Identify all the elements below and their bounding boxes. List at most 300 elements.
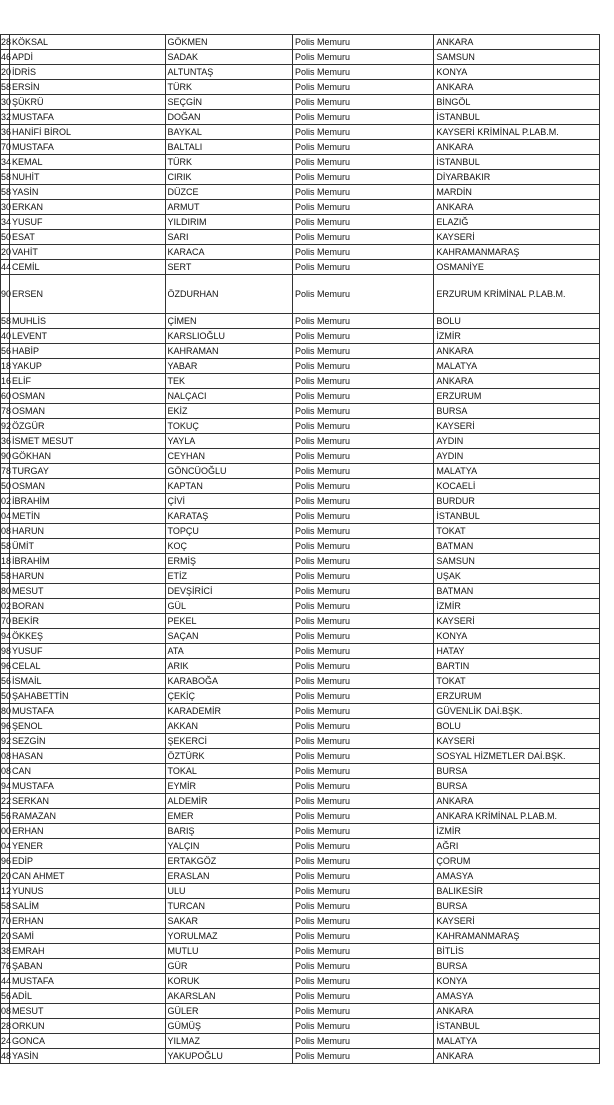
last-name-cell: KOÇ <box>165 539 292 554</box>
table-row <box>1 719 600 734</box>
table-row <box>1 344 600 359</box>
title-cell: Polis Memuru <box>292 65 433 80</box>
row-number-cell: 44 <box>1 260 10 275</box>
row-number-cell: 02 <box>1 494 10 509</box>
last-name-cell: GÜLER <box>165 1004 292 1019</box>
city-cell: BURSA <box>434 899 600 914</box>
table-row <box>1 140 600 155</box>
table-row <box>1 374 600 389</box>
table-row <box>1 704 600 719</box>
city-cell: ANKARA <box>434 344 600 359</box>
city-cell: BURSA <box>434 779 600 794</box>
title-cell: Polis Memuru <box>292 155 433 170</box>
city-cell: BOLU <box>434 719 600 734</box>
first-name-cell: ÜMİT <box>10 539 166 554</box>
title-cell: Polis Memuru <box>292 584 433 599</box>
title-cell: Polis Memuru <box>292 779 433 794</box>
first-name-cell: YASİN <box>10 1049 166 1064</box>
city-cell: MALATYA <box>434 359 600 374</box>
last-name-cell: PEKEL <box>165 614 292 629</box>
last-name-cell: YAYLA <box>165 434 292 449</box>
last-name-cell: ÇİMEN <box>165 314 292 329</box>
last-name-cell: KARSLIOĞLU <box>165 329 292 344</box>
city-cell: ELAZIĞ <box>434 215 600 230</box>
row-number-cell: 90 <box>1 449 10 464</box>
last-name-cell: EMER <box>165 809 292 824</box>
table-row <box>1 1004 600 1019</box>
table-row <box>1 509 600 524</box>
table-row <box>1 185 600 200</box>
first-name-cell: ERKAN <box>10 200 166 215</box>
table-row <box>1 155 600 170</box>
city-cell: KAYSERİ <box>434 230 600 245</box>
title-cell: Polis Memuru <box>292 260 433 275</box>
city-cell: İZMİR <box>434 824 600 839</box>
last-name-cell: ERASLAN <box>165 869 292 884</box>
row-number-cell: 20 <box>1 929 10 944</box>
table-row <box>1 260 600 275</box>
title-cell: Polis Memuru <box>292 1004 433 1019</box>
last-name-cell: ARIK <box>165 659 292 674</box>
first-name-cell: SAMİ <box>10 929 166 944</box>
city-cell: BATMAN <box>434 539 600 554</box>
first-name-cell: ORKUN <box>10 1019 166 1034</box>
first-name-cell: ŞABAN <box>10 959 166 974</box>
first-name-cell: SALİM <box>10 899 166 914</box>
row-number-cell: 56 <box>1 344 10 359</box>
first-name-cell: KÖKSAL <box>10 35 166 50</box>
last-name-cell: KARATAŞ <box>165 509 292 524</box>
row-number-cell: 56 <box>1 809 10 824</box>
last-name-cell: GÖNCÜOĞLU <box>165 464 292 479</box>
table-row <box>1 419 600 434</box>
title-cell: Polis Memuru <box>292 659 433 674</box>
city-cell: DİYARBAKIR <box>434 170 600 185</box>
personnel-table-body <box>1 35 600 1064</box>
last-name-cell: EYMİR <box>165 779 292 794</box>
city-cell: KAHRAMANMARAŞ <box>434 929 600 944</box>
last-name-cell: TÜRK <box>165 80 292 95</box>
table-row <box>1 974 600 989</box>
last-name-cell: YORULMAZ <box>165 929 292 944</box>
row-number-cell: 24 <box>1 1034 10 1049</box>
table-row <box>1 809 600 824</box>
city-cell: İSTANBUL <box>434 509 600 524</box>
title-cell: Polis Memuru <box>292 329 433 344</box>
row-number-cell: 18 <box>1 554 10 569</box>
last-name-cell: NALÇACI <box>165 389 292 404</box>
city-cell: BURSA <box>434 959 600 974</box>
row-number-cell: 50 <box>1 479 10 494</box>
personnel-table-container <box>0 34 600 1064</box>
table-row <box>1 80 600 95</box>
first-name-cell: MUSTAFA <box>10 140 166 155</box>
row-number-cell: 00 <box>1 824 10 839</box>
first-name-cell: HARUN <box>10 569 166 584</box>
first-name-cell: ERSEN <box>10 275 166 314</box>
city-cell: KAYSERİ <box>434 914 600 929</box>
first-name-cell: CAN <box>10 764 166 779</box>
row-number-cell: 08 <box>1 524 10 539</box>
table-row <box>1 779 600 794</box>
table-row <box>1 404 600 419</box>
city-cell: ANKARA <box>434 200 600 215</box>
first-name-cell: SEZGİN <box>10 734 166 749</box>
table-row <box>1 899 600 914</box>
first-name-cell: MUSTAFA <box>10 779 166 794</box>
last-name-cell: DÜZCE <box>165 185 292 200</box>
first-name-cell: BORAN <box>10 599 166 614</box>
table-row <box>1 764 600 779</box>
city-cell: MALATYA <box>434 1034 600 1049</box>
table-row <box>1 914 600 929</box>
first-name-cell: VAHİT <box>10 245 166 260</box>
title-cell: Polis Memuru <box>292 35 433 50</box>
title-cell: Polis Memuru <box>292 944 433 959</box>
row-number-cell: 90 <box>1 275 10 314</box>
first-name-cell: SERKAN <box>10 794 166 809</box>
row-number-cell: 92 <box>1 734 10 749</box>
city-cell: BURSA <box>434 764 600 779</box>
last-name-cell: ŞEKERCİ <box>165 734 292 749</box>
city-cell: SOSYAL HİZMETLER DAİ.BŞK. <box>434 749 600 764</box>
title-cell: Polis Memuru <box>292 389 433 404</box>
first-name-cell: ÖKKEŞ <box>10 629 166 644</box>
last-name-cell: ETİZ <box>165 569 292 584</box>
table-row <box>1 95 600 110</box>
row-number-cell: 20 <box>1 869 10 884</box>
table-row <box>1 884 600 899</box>
city-cell: KAYSERİ <box>434 614 600 629</box>
last-name-cell: SADAK <box>165 50 292 65</box>
row-number-cell: 96 <box>1 659 10 674</box>
title-cell: Polis Memuru <box>292 359 433 374</box>
title-cell: Polis Memuru <box>292 494 433 509</box>
first-name-cell: NUHİT <box>10 170 166 185</box>
row-number-cell: 12 <box>1 884 10 899</box>
row-number-cell: 16 <box>1 374 10 389</box>
last-name-cell: YILDIRIM <box>165 215 292 230</box>
row-number-cell: 08 <box>1 1004 10 1019</box>
city-cell: İZMİR <box>434 599 600 614</box>
city-cell: ERZURUM <box>434 389 600 404</box>
table-row <box>1 674 600 689</box>
row-number-cell: 58 <box>1 899 10 914</box>
city-cell: AYDIN <box>434 449 600 464</box>
city-cell: BALIKESİR <box>434 884 600 899</box>
title-cell: Polis Memuru <box>292 50 433 65</box>
row-number-cell: 76 <box>1 959 10 974</box>
city-cell: GÜVENLİK DAİ.BŞK. <box>434 704 600 719</box>
last-name-cell: YAKUPOĞLU <box>165 1049 292 1064</box>
city-cell: MARDİN <box>434 185 600 200</box>
title-cell: Polis Memuru <box>292 344 433 359</box>
title-cell: Polis Memuru <box>292 509 433 524</box>
last-name-cell: SARI <box>165 230 292 245</box>
title-cell: Polis Memuru <box>292 230 433 245</box>
first-name-cell: ŞÜKRÜ <box>10 95 166 110</box>
title-cell: Polis Memuru <box>292 839 433 854</box>
row-number-cell: 44 <box>1 974 10 989</box>
title-cell: Polis Memuru <box>292 569 433 584</box>
city-cell: ANKARA <box>434 374 600 389</box>
last-name-cell: KARABOĞA <box>165 674 292 689</box>
row-number-cell: 02 <box>1 599 10 614</box>
row-number-cell: 36 <box>1 434 10 449</box>
table-row <box>1 479 600 494</box>
city-cell: AMASYA <box>434 989 600 1004</box>
row-number-cell: 30 <box>1 200 10 215</box>
table-row <box>1 494 600 509</box>
row-number-cell: 36 <box>1 125 10 140</box>
title-cell: Polis Memuru <box>292 824 433 839</box>
last-name-cell: KAPTAN <box>165 479 292 494</box>
first-name-cell: GÖKHAN <box>10 449 166 464</box>
first-name-cell: OSMAN <box>10 404 166 419</box>
last-name-cell: BAYKAL <box>165 125 292 140</box>
title-cell: Polis Memuru <box>292 674 433 689</box>
title-cell: Polis Memuru <box>292 869 433 884</box>
last-name-cell: DEVŞİRİCİ <box>165 584 292 599</box>
city-cell: BİTLİS <box>434 944 600 959</box>
first-name-cell: MESUT <box>10 584 166 599</box>
first-name-cell: CAN AHMET <box>10 869 166 884</box>
first-name-cell: ESAT <box>10 230 166 245</box>
title-cell: Polis Memuru <box>292 884 433 899</box>
city-cell: ERZURUM KRİMİNAL P.LAB.M. <box>434 275 600 314</box>
first-name-cell: KEMAL <box>10 155 166 170</box>
first-name-cell: OSMAN <box>10 389 166 404</box>
table-row <box>1 524 600 539</box>
title-cell: Polis Memuru <box>292 899 433 914</box>
first-name-cell: GONCA <box>10 1034 166 1049</box>
table-row <box>1 275 600 314</box>
city-cell: KONYA <box>434 629 600 644</box>
first-name-cell: İBRAHİM <box>10 494 166 509</box>
table-row <box>1 170 600 185</box>
table-row <box>1 944 600 959</box>
last-name-cell: ERTAKGÖZ <box>165 854 292 869</box>
title-cell: Polis Memuru <box>292 170 433 185</box>
first-name-cell: EMRAH <box>10 944 166 959</box>
title-cell: Polis Memuru <box>292 125 433 140</box>
last-name-cell: ÖZDURHAN <box>165 275 292 314</box>
table-row <box>1 824 600 839</box>
city-cell: BİNGÖL <box>434 95 600 110</box>
title-cell: Polis Memuru <box>292 479 433 494</box>
title-cell: Polis Memuru <box>292 599 433 614</box>
first-name-cell: YUSUF <box>10 215 166 230</box>
city-cell: ANKARA <box>434 80 600 95</box>
row-number-cell: 46 <box>1 50 10 65</box>
last-name-cell: YILMAZ <box>165 1034 292 1049</box>
title-cell: Polis Memuru <box>292 959 433 974</box>
first-name-cell: HANİFİ BİROL <box>10 125 166 140</box>
last-name-cell: YABAR <box>165 359 292 374</box>
last-name-cell: BALTALI <box>165 140 292 155</box>
last-name-cell: ÇİVİ <box>165 494 292 509</box>
row-number-cell: 04 <box>1 839 10 854</box>
row-number-cell: 34 <box>1 215 10 230</box>
title-cell: Polis Memuru <box>292 989 433 1004</box>
last-name-cell: KORUK <box>165 974 292 989</box>
title-cell: Polis Memuru <box>292 404 433 419</box>
table-row <box>1 464 600 479</box>
city-cell: OSMANİYE <box>434 260 600 275</box>
title-cell: Polis Memuru <box>292 1049 433 1064</box>
title-cell: Polis Memuru <box>292 374 433 389</box>
row-number-cell: 32 <box>1 110 10 125</box>
first-name-cell: İSMET MESUT <box>10 434 166 449</box>
city-cell: BARTIN <box>434 659 600 674</box>
first-name-cell: TURGAY <box>10 464 166 479</box>
last-name-cell: KARACA <box>165 245 292 260</box>
city-cell: İSTANBUL <box>434 110 600 125</box>
city-cell: ANKARA KRİMİNAL P.LAB.M. <box>434 809 600 824</box>
title-cell: Polis Memuru <box>292 764 433 779</box>
row-number-cell: 58 <box>1 80 10 95</box>
last-name-cell: ULU <box>165 884 292 899</box>
last-name-cell: TURCAN <box>165 899 292 914</box>
title-cell: Polis Memuru <box>292 929 433 944</box>
last-name-cell: KARADEMİR <box>165 704 292 719</box>
table-row <box>1 1019 600 1034</box>
title-cell: Polis Memuru <box>292 275 433 314</box>
row-number-cell: 48 <box>1 1049 10 1064</box>
row-number-cell: 20 <box>1 65 10 80</box>
row-number-cell: 04 <box>1 509 10 524</box>
last-name-cell: DOĞAN <box>165 110 292 125</box>
last-name-cell: BARIŞ <box>165 824 292 839</box>
title-cell: Polis Memuru <box>292 719 433 734</box>
last-name-cell: MUTLU <box>165 944 292 959</box>
row-number-cell: 40 <box>1 329 10 344</box>
title-cell: Polis Memuru <box>292 734 433 749</box>
title-cell: Polis Memuru <box>292 794 433 809</box>
first-name-cell: RAMAZAN <box>10 809 166 824</box>
last-name-cell: TOKUÇ <box>165 419 292 434</box>
row-number-cell: 34 <box>1 155 10 170</box>
city-cell: KONYA <box>434 974 600 989</box>
city-cell: İSTANBUL <box>434 155 600 170</box>
last-name-cell: ALTUNTAŞ <box>165 65 292 80</box>
row-number-cell: 56 <box>1 989 10 1004</box>
row-number-cell: 58 <box>1 185 10 200</box>
row-number-cell: 96 <box>1 854 10 869</box>
table-row <box>1 65 600 80</box>
title-cell: Polis Memuru <box>292 854 433 869</box>
last-name-cell: SAÇAN <box>165 629 292 644</box>
city-cell: AĞRI <box>434 839 600 854</box>
first-name-cell: MUSTAFA <box>10 974 166 989</box>
row-number-cell: 98 <box>1 644 10 659</box>
row-number-cell: 50 <box>1 230 10 245</box>
first-name-cell: EDİP <box>10 854 166 869</box>
row-number-cell: 56 <box>1 674 10 689</box>
table-row <box>1 584 600 599</box>
last-name-cell: SERT <box>165 260 292 275</box>
row-number-cell: 08 <box>1 764 10 779</box>
first-name-cell: YUSUF <box>10 644 166 659</box>
title-cell: Polis Memuru <box>292 974 433 989</box>
first-name-cell: HABİP <box>10 344 166 359</box>
first-name-cell: YASİN <box>10 185 166 200</box>
first-name-cell: İSMAİL <box>10 674 166 689</box>
first-name-cell: BEKİR <box>10 614 166 629</box>
city-cell: BURSA <box>434 404 600 419</box>
row-number-cell: 58 <box>1 569 10 584</box>
table-row <box>1 569 600 584</box>
title-cell: Polis Memuru <box>292 80 433 95</box>
last-name-cell: TOPÇU <box>165 524 292 539</box>
table-row <box>1 749 600 764</box>
city-cell: ANKARA <box>434 794 600 809</box>
first-name-cell: CEMİL <box>10 260 166 275</box>
city-cell: BURDUR <box>434 494 600 509</box>
title-cell: Polis Memuru <box>292 914 433 929</box>
first-name-cell: MUSTAFA <box>10 110 166 125</box>
first-name-cell: MUHLİS <box>10 314 166 329</box>
city-cell: İZMİR <box>434 329 600 344</box>
first-name-cell: İBRAHİM <box>10 554 166 569</box>
row-number-cell: 18 <box>1 359 10 374</box>
last-name-cell: ERMİŞ <box>165 554 292 569</box>
title-cell: Polis Memuru <box>292 1019 433 1034</box>
table-row <box>1 215 600 230</box>
first-name-cell: CELAL <box>10 659 166 674</box>
last-name-cell: AKARSLAN <box>165 989 292 1004</box>
row-number-cell: 94 <box>1 779 10 794</box>
city-cell: AMASYA <box>434 869 600 884</box>
last-name-cell: YALÇIN <box>165 839 292 854</box>
table-row <box>1 1049 600 1064</box>
city-cell: KAYSERİ KRİMİNAL P.LAB.M. <box>434 125 600 140</box>
title-cell: Polis Memuru <box>292 215 433 230</box>
first-name-cell: YAKUP <box>10 359 166 374</box>
last-name-cell: TÜRK <box>165 155 292 170</box>
city-cell: SAMSUN <box>434 50 600 65</box>
first-name-cell: HARUN <box>10 524 166 539</box>
title-cell: Polis Memuru <box>292 434 433 449</box>
city-cell: ANKARA <box>434 35 600 50</box>
city-cell: KOCAELİ <box>434 479 600 494</box>
title-cell: Polis Memuru <box>292 314 433 329</box>
table-row <box>1 1034 600 1049</box>
row-number-cell: 28 <box>1 35 10 50</box>
row-number-cell: 22 <box>1 794 10 809</box>
table-row <box>1 329 600 344</box>
table-row <box>1 125 600 140</box>
first-name-cell: ERHAN <box>10 914 166 929</box>
last-name-cell: CIRIK <box>165 170 292 185</box>
last-name-cell: GÜL <box>165 599 292 614</box>
row-number-cell: 78 <box>1 404 10 419</box>
last-name-cell: GÜR <box>165 959 292 974</box>
row-number-cell: 70 <box>1 914 10 929</box>
table-row <box>1 554 600 569</box>
first-name-cell: ŞAHABETTİN <box>10 689 166 704</box>
row-number-cell: 80 <box>1 584 10 599</box>
city-cell: KAHRAMANMARAŞ <box>434 245 600 260</box>
city-cell: BOLU <box>434 314 600 329</box>
first-name-cell: ÖZGÜR <box>10 419 166 434</box>
table-row <box>1 50 600 65</box>
table-row <box>1 689 600 704</box>
city-cell: TOKAT <box>434 524 600 539</box>
city-cell: KONYA <box>434 65 600 80</box>
title-cell: Polis Memuru <box>292 749 433 764</box>
personnel-table <box>0 34 600 1064</box>
